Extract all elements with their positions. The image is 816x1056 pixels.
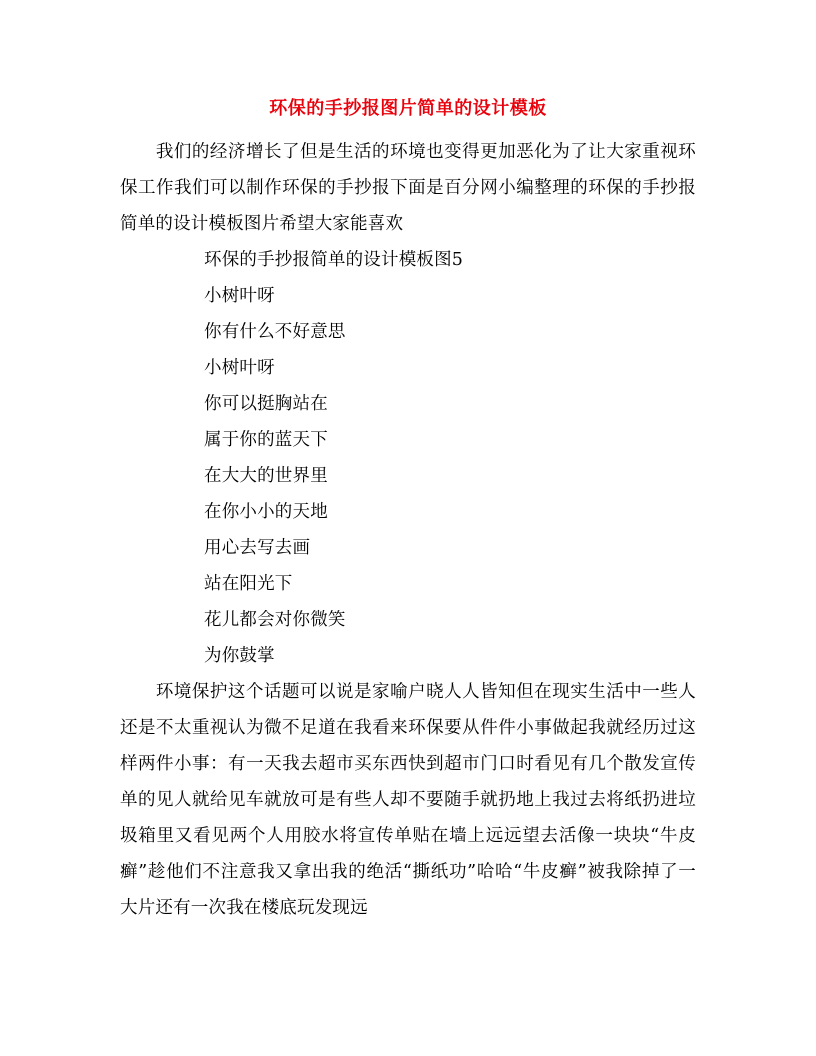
caption-line: 环保的手抄报简单的设计模板图5 bbox=[204, 250, 464, 270]
document-title: 环保的手抄报图片简单的设计模板 bbox=[269, 98, 547, 119]
verse-line: 花儿都会对你微笑 bbox=[204, 610, 346, 630]
verse-line: 你有什么不好意思 bbox=[204, 322, 346, 342]
verse-line: 你可以挺胸站在 bbox=[204, 394, 328, 414]
intro-paragraph: 我们的经济增长了但是生活的环境也变得更加恶化为了让大家重视环保工作我们可以制作环保的手抄报下面是百分网小编整理的环保的手抄报简单的设计模板图片希望大家能喜欢 bbox=[120, 142, 696, 234]
verse-line: 小树叶呀 bbox=[204, 286, 275, 306]
verse-line: 站在阳光下 bbox=[204, 574, 293, 594]
intro-block bbox=[120, 134, 696, 242]
verse-line: 为你鼓掌 bbox=[204, 646, 275, 666]
verse-line: 属于你的蓝天下 bbox=[204, 430, 328, 450]
verse-line: 用心去写去画 bbox=[204, 538, 311, 558]
verse-block bbox=[120, 242, 696, 674]
verse-line: 小树叶呀 bbox=[204, 358, 275, 378]
closing-paragraph: 环境保护这个话题可以说是家喻户晓人人皆知但在现实生活中一些人还是不太重视认为微不足道在我看来环保要从件件小事做起我就经历过这样两件小事：有一天我去超市买东西快到超市门口时看见有几个散发宣传单的见人就给见车就放可是有些人却不要随手就扔地上我过去将纸扔进垃圾箱里又看见两个人用胶水将宣传单贴在墙上远远望去活像一块块“牛皮癣”趁他们不注意我又拿出我的绝活“撕纸功”哈哈“牛皮癣”被我除掉了一大片还有一次我在楼底玩发现远 bbox=[120, 682, 696, 918]
verse-line: 在你小小的天地 bbox=[204, 502, 328, 522]
closing-block bbox=[120, 674, 696, 926]
verse-line: 在大大的世界里 bbox=[204, 466, 328, 486]
